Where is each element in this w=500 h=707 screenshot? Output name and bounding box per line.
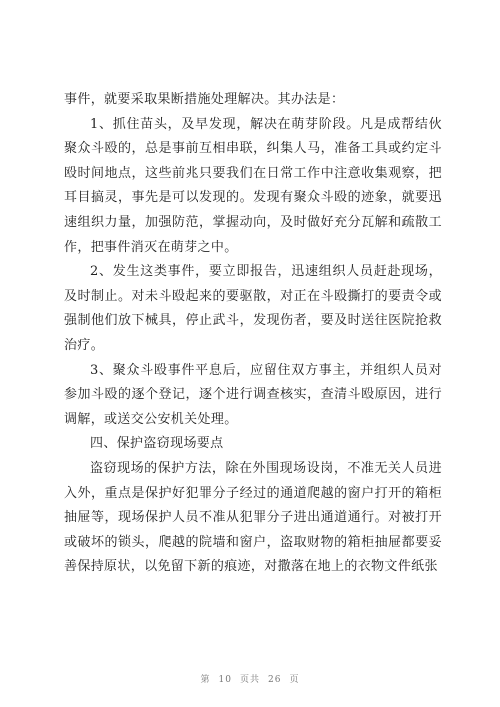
paragraph-item-2: 2、发生这类事件，要立即报告，迅速组织人员赶赴现场，及时制止。对未斗殴起来的要驱散，对正在斗殴撕打的要责令或强制他们放下械具，停止武斗，发现伤者，要及时送往医院抢救治疗。 [64,264,442,353]
paragraph-section-body: 盗窃现场的保护方法，除在外围现场设岗，不准无关人员进入外，重点是保护好犯罪分子经过的通道爬越的窗户打开的箱柜抽屉等，现场保护人员不准从犯罪分子进出通道通行。对被打开或破坏的锁头，爬越的院墙和窗户，盗取财物的箱柜抽屉都要妥善保持原状，以免留下新的痕迹，对撒落在地上的衣物文件纸张 [64,460,442,575]
page-footer [0,672,500,685]
footer-middle: 页共 [239,675,260,685]
footer-total-pages: 26 [268,675,282,685]
footer-suffix: 页 [289,675,300,685]
document-body [64,88,442,580]
footer-page-number: 10 [218,675,232,685]
footer-prefix: 第 [200,675,211,685]
paragraph-intro: 事件，就要采取果断措施处理解决。其办法是： [64,92,345,107]
paragraph-item-3: 3、聚众斗殴事件平息后，应留住双方事主，并组织人员对参加斗殴的逐个登记，逐个进行调查核实，查清斗殴原因，进行调解，或送交公安机关处理。 [64,362,442,427]
paragraph-item-1: 1、抓住苗头，及早发现，解决在萌芽阶段。凡是成帮结伙聚众斗殴的，总是事前互相串联，纠集人马，准备工具或约定斗殴时间地点，这些前兆只要我们在日常工作中注意收集观察，把耳目搞灵，事先是可以发现的。发现有聚众斗殴的迹象，就要迅速组织力量，加强防范，掌握动向，及时做好充分瓦解和疏散工作，把事件消灭在萌芽之中。 [64,116,442,255]
section-heading: 四、保护盗窃现场要点 [90,436,224,452]
